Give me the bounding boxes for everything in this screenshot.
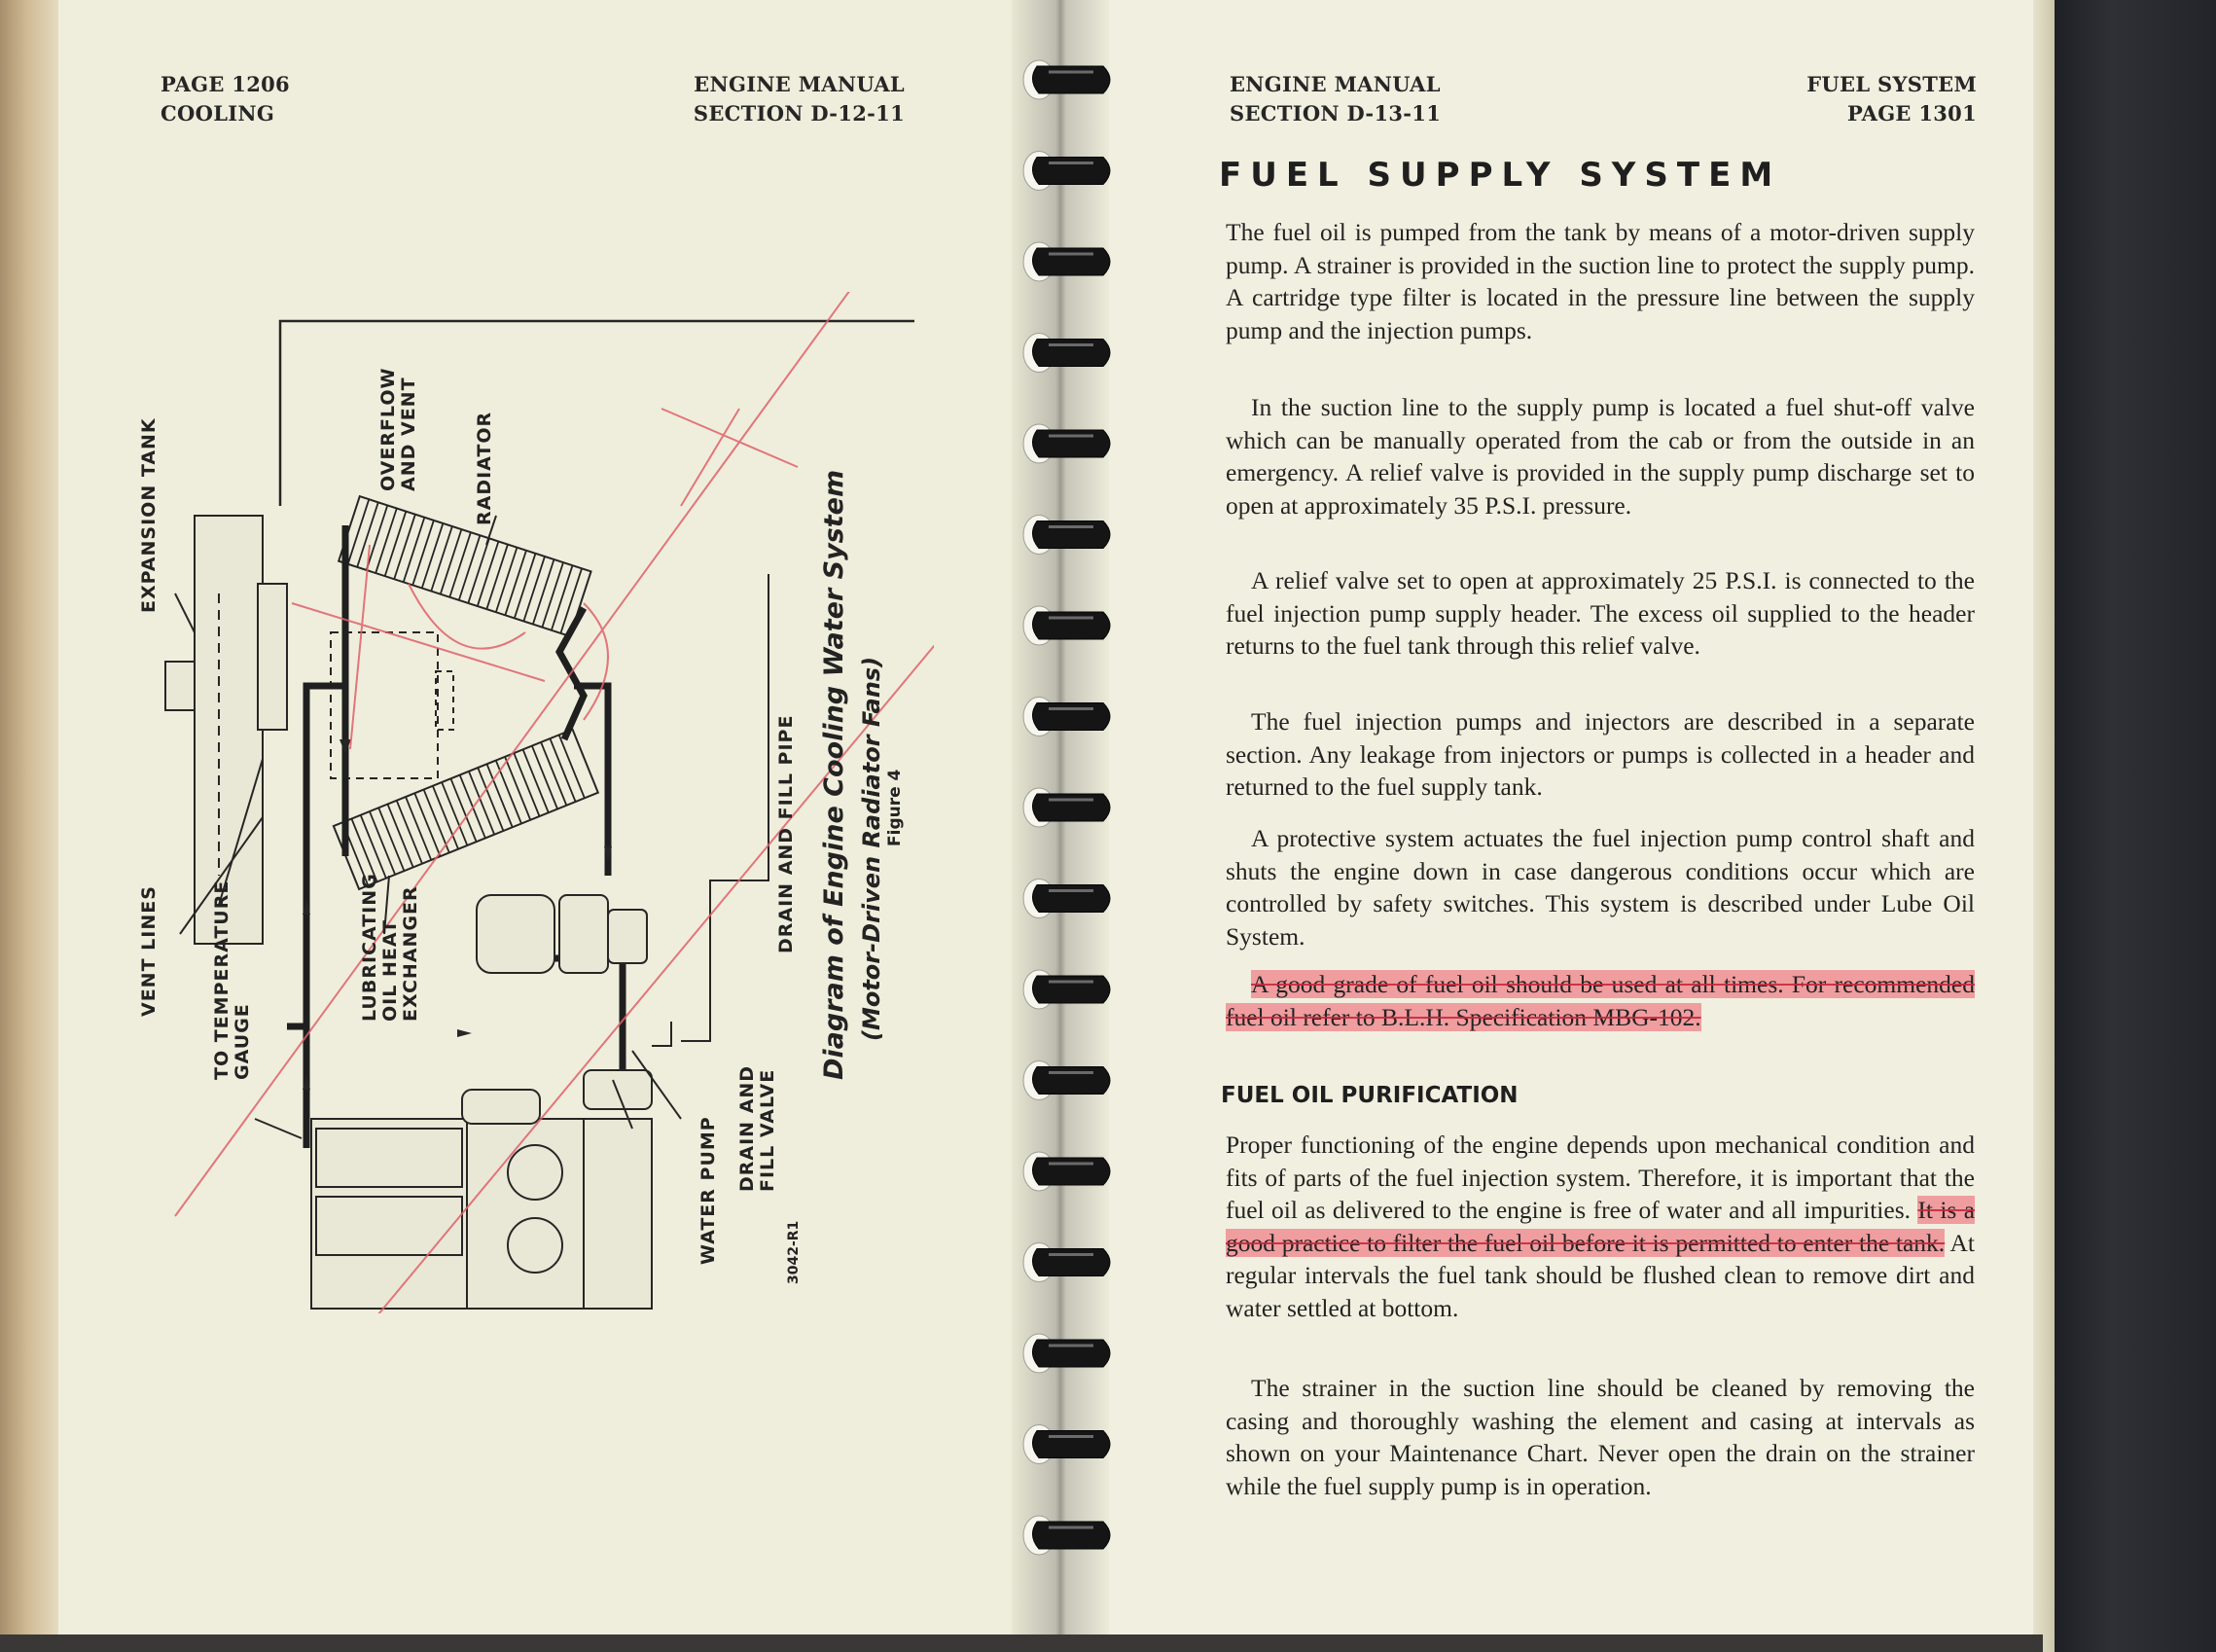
highlighted-filter-text: It is a good practice to filter the fuel oil before it is permitted to enter the tank. — [1226, 1196, 1976, 1257]
paragraph-4-text: The fuel injection pumps and injectors are described in a separate section. Any leakage from injectors or pumps is collected in a header and returned to the fuel supply tank. — [1226, 707, 1975, 801]
strainer-paragraph-text: The strainer in the suction line should be cleaned by removing the casing and thoroughly washing the element and casing at intervals as shown on your Maintenance Chart. Never open the drain on the strainer while the fuel supply pump is in operation. — [1226, 1374, 1975, 1500]
expansion-tank-label: EXPANSION TANK — [138, 417, 160, 613]
right-page-edge — [2033, 0, 2055, 1652]
paragraph-5-text: A protective system actuates the fuel injection pump control shaft and shuts the engine down in case dangerous conditions occur which are controlled by safety switches. This system is described under Lube Oil System. — [1226, 824, 1975, 951]
drain-fill-pipe-label: DRAIN AND FILL PIPE — [775, 714, 797, 953]
bottom-edge — [0, 1634, 2043, 1652]
oil-heat-exchanger-label — [360, 873, 421, 1022]
left-page-section: COOLING — [161, 101, 275, 126]
binding-ring — [1023, 516, 1110, 555]
paragraph-5 — [1226, 822, 1975, 952]
left-header-right — [623, 70, 905, 128]
purification-paragraph — [1226, 1129, 1975, 1324]
right-header-right — [1693, 70, 1977, 128]
binding-ring — [1023, 424, 1110, 463]
binding-ring — [1023, 970, 1110, 1009]
drain-fill-valve-label — [737, 1065, 778, 1192]
right-page-section: FUEL SYSTEM — [1806, 72, 1977, 96]
left-page-number: PAGE 1206 — [161, 72, 290, 96]
water-pump-label: WATER PUMP — [697, 1116, 719, 1265]
left-header-left — [161, 70, 290, 128]
overflow-label-line2: AND VENT — [398, 377, 419, 491]
temperature-gauge-label-line2: GAUGE — [232, 1003, 253, 1080]
binding-ring — [1023, 1516, 1110, 1555]
binding-ring — [1023, 242, 1110, 281]
left-manual-title: ENGINE MANUAL — [694, 72, 905, 96]
paragraph-3 — [1226, 564, 1975, 663]
drain-fill-valve-label-line1: DRAIN AND — [736, 1064, 758, 1192]
highlighted-fuel-grade-text: A good grade of fuel oil should be used at all times. For recommended fuel oil refer to B.L.H. Specification MBG-102. — [1226, 970, 1975, 1031]
binding-ring — [1023, 60, 1110, 99]
paragraph-2 — [1226, 391, 1975, 521]
binding-ring — [1023, 1334, 1110, 1373]
page-stack-edge — [0, 0, 58, 1652]
paragraph-4 — [1226, 705, 1975, 804]
overflow-label — [378, 368, 419, 491]
paragraph-6-highlighted — [1226, 968, 1975, 1033]
page-title: FUEL SUPPLY SYSTEM — [1219, 156, 1782, 195]
oil-heat-exchanger-label-line2: OIL HEAT — [379, 918, 401, 1022]
binding-ring — [1023, 1152, 1110, 1191]
overflow-label-line1: OVERFLOW — [377, 367, 399, 491]
right-header-left — [1230, 70, 1441, 128]
purification-text-after: At regular intervals the fuel tank should be flushed clean to remove dirt and water settled at bottom. — [1226, 1228, 1975, 1322]
paragraph-2-text: In the suction line to the supply pump is located a fuel shut-off valve which can be manually operated from the cab or from the outside in an emergency. A relief valve is provided in the supply pump discharge set to open at approximately 35 P.S.I. pressure. — [1226, 393, 1975, 520]
binding-ring — [1023, 152, 1110, 191]
radiator-label: RADIATOR — [474, 411, 495, 525]
paragraph-1-text: The fuel oil is pumped from the tank by means of a motor-driven supply pump. A strainer is provided in the suction line to protect the supply pump. A cartridge type filter is located in the pressure line between the supply pump and the injection pumps. — [1226, 218, 1975, 344]
right-section-code: SECTION D-13-11 — [1230, 101, 1442, 126]
binding-ring — [1023, 1061, 1110, 1100]
oil-heat-exchanger-label-line3: EXCHANGER — [400, 885, 421, 1022]
oil-heat-exchanger-label-line1: LUBRICATING — [359, 873, 380, 1022]
binding-ring — [1023, 788, 1110, 827]
binding-ring — [1023, 606, 1110, 645]
temperature-gauge-label — [212, 880, 253, 1080]
figure-caption-subtitle: (Motor-Driven Radiator Fans) — [858, 656, 885, 1041]
vent-lines-label: VENT LINES — [138, 885, 160, 1017]
background-surface — [2043, 0, 2216, 1652]
spiral-binding — [1010, 58, 1126, 1586]
strainer-paragraph — [1226, 1372, 1975, 1502]
paragraph-3-text: A relief valve set to open at approximately 25 P.S.I. is connected to the fuel injection pump supply header. The excess oil supplied to the header returns to the fuel tank through this relief valve. — [1226, 566, 1975, 660]
paragraph-1 — [1226, 216, 1975, 346]
purification-text-before: Proper functioning of the engine depends upon mechanical condition and fits of parts of the fuel injection system. Therefore, it is important that the fuel oil as delivered to the engine is free of water and all impurities. — [1226, 1131, 1975, 1224]
cooling-system-diagram — [136, 292, 934, 1313]
figure-caption-number: Figure 4 — [885, 769, 905, 846]
figure-code: 3042-R1 — [786, 1220, 802, 1284]
binding-coil — [1023, 60, 1110, 1555]
binding-ring — [1023, 1243, 1110, 1282]
binding-ring — [1023, 1425, 1110, 1464]
drain-fill-valve-label-line2: FILL VALVE — [757, 1068, 778, 1192]
binding-ring — [1023, 880, 1110, 918]
temperature-gauge-label-line1: TO TEMPERATURE — [211, 880, 232, 1080]
figure-caption-title: Diagram of Engine Cooling Water System — [819, 469, 849, 1080]
right-manual-title: ENGINE MANUAL — [1230, 72, 1441, 96]
right-page-number: PAGE 1301 — [1847, 101, 1977, 126]
binding-ring — [1023, 698, 1110, 736]
binding-ring — [1023, 334, 1110, 373]
section-heading-fuel-oil-purification: FUEL OIL PURIFICATION — [1221, 1083, 1519, 1108]
left-section-code: SECTION D-12-11 — [693, 101, 905, 126]
